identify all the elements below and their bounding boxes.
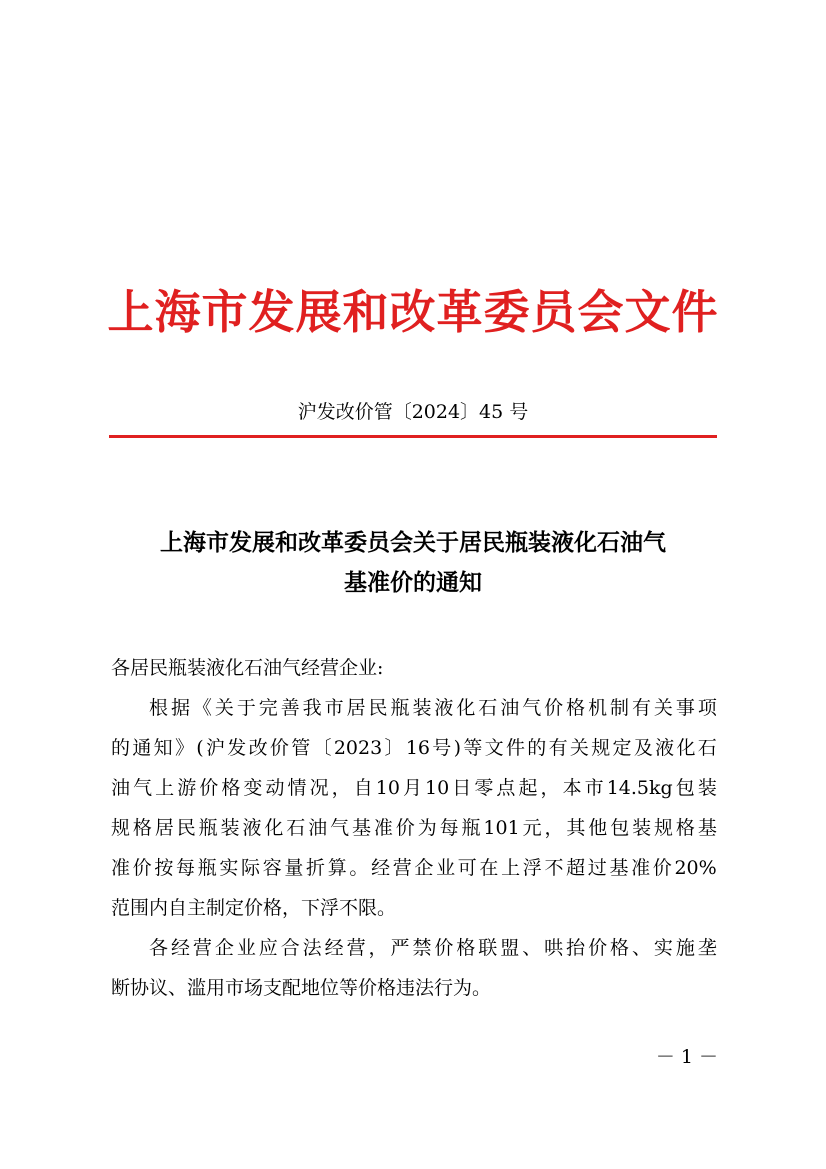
red-divider-line [109,435,717,438]
masthead: 上海市发展和改革委员会文件 [107,285,719,339]
body-line: 油 气 上 游 价 格 变 动 情 况 ， 自 10 月 10 日 零 点 起 ， 本 市 14.5kg 包 装 [111,777,717,799]
page-number: － 1 － [655,1046,718,1068]
body-line: 断协议、滥用市场支配地位等价格违法行为。 [111,977,492,999]
body-line: 准 价 按 每 瓶 实 际 容 量 折 算 。 经 营 企 业 可 在 上 浮 不 超 过 基 准 价 20% [111,857,717,879]
notice-title [0,523,826,603]
title-line-2: 基准价的通知 [344,569,482,596]
body-line: 范围内自主制定价格，下浮不限。 [111,897,397,919]
body-line: 根 据 《 关 于 完 善 我 市 居 民 瓶 装 液 化 石 油 气 价 格 机 制 有 关 事 项 [149,697,717,719]
body-line: 的 通 知 》 ( 沪 发 改 价 管 〔 2023 〕 16 号 ) 等 文 件 的 有 关 规 定 及 液 化 石 [111,737,717,759]
notice-body [111,648,717,1008]
document-number: 沪发改价管〔2024〕45 号 [297,401,529,423]
title-line-1: 上海市发展和改革委员会关于居民瓶装液化石油气 [160,529,666,556]
body-line: 各居民瓶装液化石油气经营企业: [111,657,384,679]
body-line: 各 经 营 企 业 应 合 法 经 营 ， 严 禁 价 格 联 盟 、 哄 抬 价 格 、 实 施 垄 [149,937,717,959]
body-line: 规 格 居 民 瓶 装 液 化 石 油 气 基 准 价 为 每 瓶 101 元 ， 其 他 包 装 规 格 基 [111,817,717,839]
